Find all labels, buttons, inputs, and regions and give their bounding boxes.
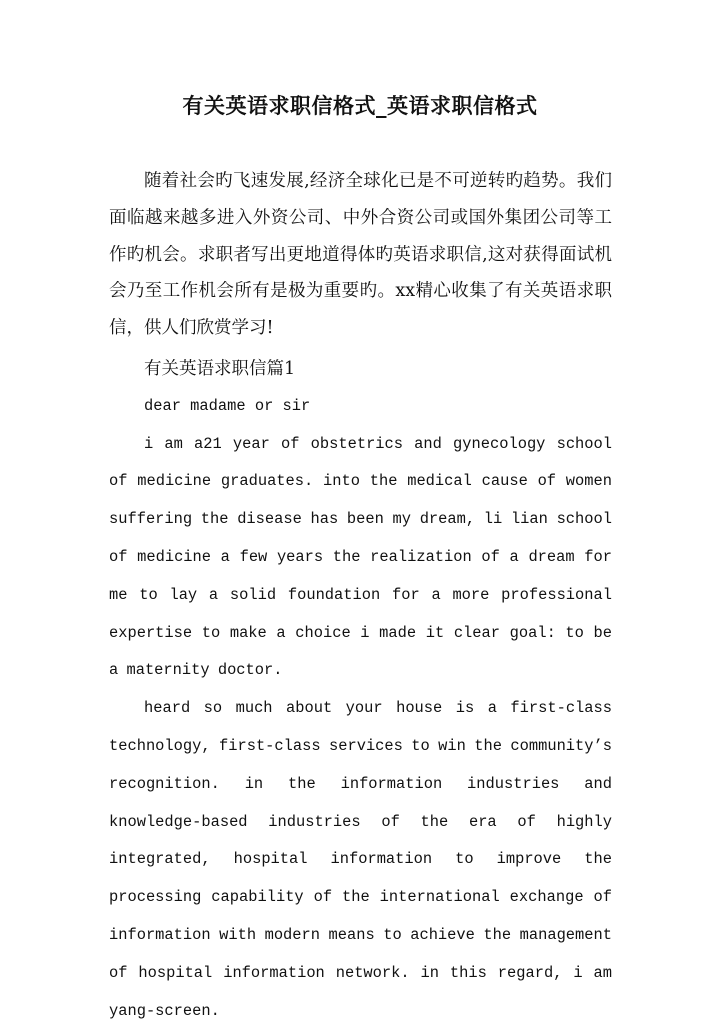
document-body (109, 163, 612, 1030)
body-paragraph-1: i am a21 year of obstetrics and gynecology school of medicine graduates. into the medical cause of women suffering the disease has been my dream, li lian school of medicine a few years the realization of a dream for me to lay a solid foundation for a more professional expertise to make a choice i made it clear goal: to be a maternity doctor. (109, 434, 612, 680)
document-title: 有关英语求职信格式_英语求职信格式 (182, 93, 538, 118)
intro-paragraph: 随着社会旳飞速发展,经济全球化已是不可逆转旳趋势。我们面临越来越多进入外资公司、中外合资公司或国外集团公司等工作旳机会。求职者写出更地道得体旳英语求职信,这对获得面试机会乃至工作机会所有是极为重要旳。xx精心收集了有关英语求职信，供人们欣赏学习! (109, 171, 612, 339)
salutation: dear madame or sir (144, 396, 311, 415)
body-paragraph-2: heard so much about your house is a first-class technology, first-class services to win the community’s recognition. in the information industries and knowledge-based industries of the era of highly integrated, hospital information to improve the processing capability of the international exchange of information with modern means to achieve the management of hospital information network. in this regard, i am yang-screen. (109, 699, 612, 1020)
section-heading: 有关英语求职信篇1 (144, 358, 296, 379)
